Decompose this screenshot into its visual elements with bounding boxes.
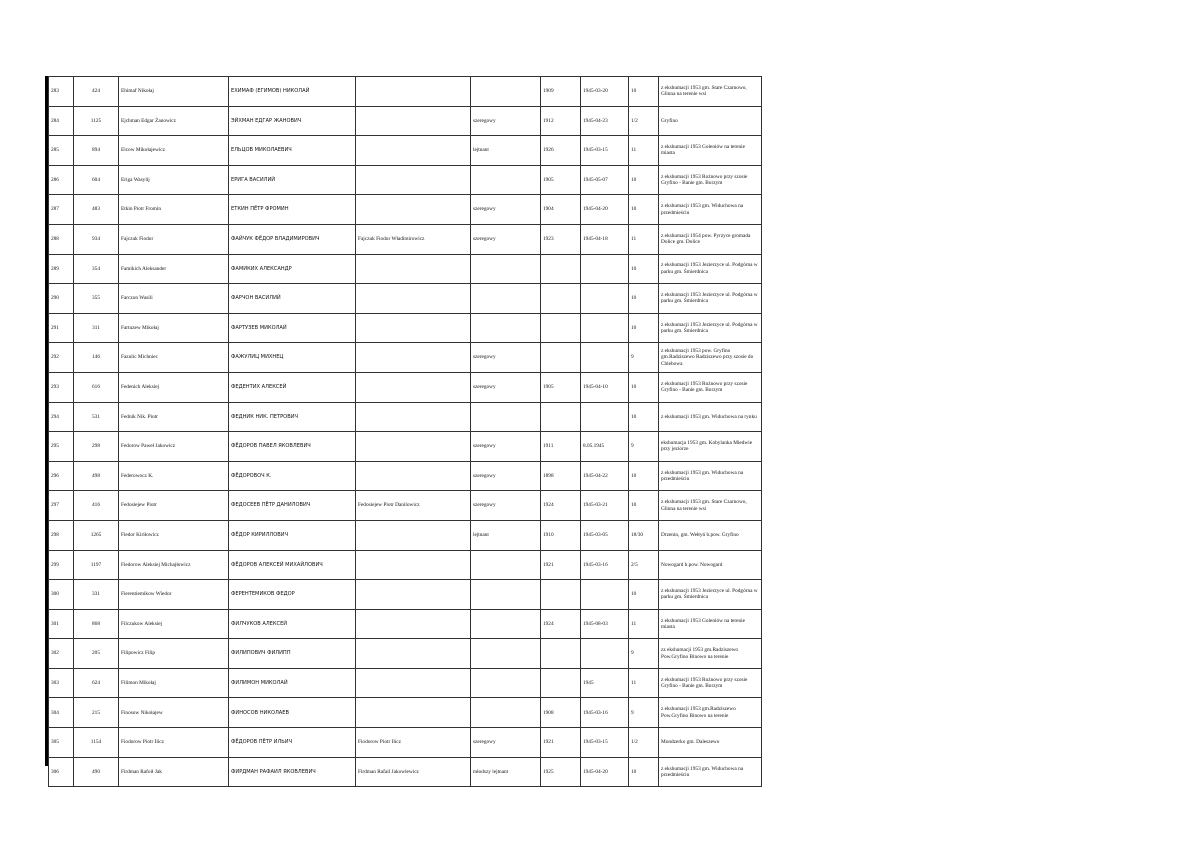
record-id-cell: 483 [74, 195, 119, 225]
burial-note-cell: z ekshumacji 1953 gm. Stare Czarnowo, Glinna na terenie wsi [659, 77, 762, 107]
rank-cell [471, 165, 541, 195]
burial-note-cell: z ekshumacji 1954 pow. Pyrzyce gromada Dolice gm. Dolice [659, 224, 762, 254]
record-id-cell: 894 [74, 136, 119, 166]
alternate-name-cell [356, 609, 471, 639]
alternate-name-cell: Fajczuk Fiodor Władimirowicz [356, 224, 471, 254]
name-polish-cell: Firdman Rafoił Jak [119, 757, 229, 787]
record-id-cell: 1125 [74, 106, 119, 136]
name-russian-cell: ФЕДЕНТИХ АЛЕКСЕЙ [229, 372, 356, 402]
row-number-cell: 304 [49, 698, 74, 728]
burial-note-cell: z ekshumacji 1953 Goleniów na terenie miasta [659, 136, 762, 166]
alternate-name-cell [356, 343, 471, 373]
name-russian-cell: ФЁДОРОВ ПАВЕЛ ЯКОВЛЕВИЧ [229, 432, 356, 462]
name-russian-cell: ФЁДОРОВ АЛЕКСЕЙ МИХАЙЛОВИЧ [229, 550, 356, 580]
birth-year-cell: 1909 [541, 77, 581, 107]
death-date-cell: 1945-04-18 [581, 224, 629, 254]
alternate-name-cell [356, 165, 471, 195]
name-polish-cell: Etkin Piotr Fromin [119, 195, 229, 225]
row-number-cell: 302 [49, 639, 74, 669]
row-number-cell: 284 [49, 106, 74, 136]
birth-year-cell: 1898 [541, 461, 581, 491]
birth-year-cell: 1905 [541, 372, 581, 402]
record-id-cell: 624 [74, 668, 119, 698]
death-date-cell [581, 639, 629, 669]
table-row [49, 106, 762, 136]
table-row [49, 461, 762, 491]
birth-year-cell: 1921 [541, 728, 581, 758]
table-row [49, 343, 762, 373]
grave-number-cell: 10 [629, 313, 659, 343]
name-russian-cell: ФИЛЧУКОВ АЛЕКСЕЙ [229, 609, 356, 639]
burial-note-cell: z ekshumacji 1953 Rożnowo przy szosie Gryfino - Banie gm. Borzym [659, 165, 762, 195]
rank-cell: szeregowy [471, 372, 541, 402]
row-number-cell: 289 [49, 254, 74, 284]
record-id-cell: 1265 [74, 520, 119, 550]
death-date-cell: 1945-08-03 [581, 609, 629, 639]
record-id-cell: 311 [74, 313, 119, 343]
grave-number-cell: 1/2 [629, 728, 659, 758]
grave-number-cell: 11 [629, 224, 659, 254]
name-russian-cell: ФЁДОР КИРИЛЛОВИЧ [229, 520, 356, 550]
birth-year-cell [541, 343, 581, 373]
grave-number-cell: 10 [629, 372, 659, 402]
rank-cell: szeregowy [471, 491, 541, 521]
alternate-name-cell: Firdman Rafail Jakowlewicz [356, 757, 471, 787]
alternate-name-cell [356, 284, 471, 314]
record-id-cell: 424 [74, 77, 119, 107]
death-date-cell: 1945-04-23 [581, 106, 629, 136]
alternate-name-cell [356, 402, 471, 432]
death-date-cell: 1945-04-22 [581, 461, 629, 491]
rank-cell: szeregowy [471, 106, 541, 136]
birth-year-cell [541, 639, 581, 669]
record-id-cell: 531 [74, 402, 119, 432]
rank-cell [471, 77, 541, 107]
table-row [49, 284, 762, 314]
burial-note-cell: Drzenin, gm. Wełtyń b.pow. Gryfino [659, 520, 762, 550]
grave-number-cell: 11 [629, 668, 659, 698]
rank-cell [471, 313, 541, 343]
record-id-cell: 490 [74, 757, 119, 787]
alternate-name-cell [356, 520, 471, 550]
row-number-cell: 283 [49, 77, 74, 107]
rank-cell [471, 698, 541, 728]
grave-number-cell: 10 [629, 580, 659, 610]
alternate-name-cell: Fedosiejew Piotr Danilowicz [356, 491, 471, 521]
grave-number-cell: 10 [629, 195, 659, 225]
death-date-cell: 1945-04-10 [581, 372, 629, 402]
row-number-cell: 293 [49, 372, 74, 402]
record-id-cell: 616 [74, 372, 119, 402]
name-polish-cell: Fartuzew Mikołaj [119, 313, 229, 343]
rank-cell: szeregowy [471, 432, 541, 462]
table-row [49, 136, 762, 166]
name-russian-cell: ФИЛИМОН МИКОЛАЙ [229, 668, 356, 698]
grave-number-cell: 10 [629, 165, 659, 195]
burial-note-cell: Nowogard b.pow. Nowogard [659, 550, 762, 580]
grave-number-cell: 9 [629, 432, 659, 462]
grave-number-cell: 10 [629, 461, 659, 491]
grave-number-cell: 11 [629, 136, 659, 166]
record-id-cell: 298 [74, 432, 119, 462]
rank-cell [471, 284, 541, 314]
table-row [49, 372, 762, 402]
birth-year-cell: 1908 [541, 698, 581, 728]
grave-number-cell: 10 [629, 757, 659, 787]
grave-number-cell: 1/2 [629, 106, 659, 136]
name-polish-cell: Fedosiejew Piotr [119, 491, 229, 521]
alternate-name-cell [356, 550, 471, 580]
record-id-cell: 215 [74, 698, 119, 728]
burial-note-cell: z ekshumacji 1953 gm. Widuchowa na rynku [659, 402, 762, 432]
rank-cell: szeregowy [471, 343, 541, 373]
death-date-cell: 1945-03-20 [581, 77, 629, 107]
death-date-cell: 1945-05-07 [581, 165, 629, 195]
name-polish-cell: Fierentiemikow Wiedor [119, 580, 229, 610]
burial-note-cell: z ekshumacji 1953 Rożnowo przy szosie Gryfino - Banie gm. Borzym [659, 668, 762, 698]
alternate-name-cell [356, 136, 471, 166]
table-row [49, 757, 762, 787]
table-row [49, 639, 762, 669]
rank-cell: młodszy lejtnant [471, 757, 541, 787]
alternate-name-cell [356, 195, 471, 225]
record-id-cell: 331 [74, 580, 119, 610]
name-polish-cell: Fazulic Michniec [119, 343, 229, 373]
burial-note-cell: zz ekshumacji 1953 gm.Radziszewo Pow.Gryfino Binowo na terenie [659, 639, 762, 669]
table-row [49, 668, 762, 698]
burial-note-cell: z ekshumacji 1953 gm.Radziszewo Pow.Gryfino Binowo na terenie [659, 698, 762, 728]
row-number-cell: 291 [49, 313, 74, 343]
name-russian-cell: ФИЛИПОВИЧ ФИЛИПП [229, 639, 356, 669]
rank-cell [471, 550, 541, 580]
name-polish-cell: Fedenich Aleksiej [119, 372, 229, 402]
name-polish-cell: Fiodorow Piotr Ilicz [119, 728, 229, 758]
birth-year-cell [541, 254, 581, 284]
table-row [49, 728, 762, 758]
burial-note-cell: z ekshumacji 1953 gm. Widuchowa na przedmieściu [659, 195, 762, 225]
table-row [49, 609, 762, 639]
death-date-cell [581, 343, 629, 373]
birth-year-cell: 1911 [541, 432, 581, 462]
record-id-cell: 604 [74, 165, 119, 195]
table-row [49, 77, 762, 107]
table-row [49, 432, 762, 462]
name-polish-cell: Filimon Mikołaj [119, 668, 229, 698]
death-date-cell: 1945-04-20 [581, 195, 629, 225]
row-number-cell: 298 [49, 520, 74, 550]
name-polish-cell: Famikich Aleksander [119, 254, 229, 284]
row-number-cell: 297 [49, 491, 74, 521]
name-polish-cell: Fednik Nik. Piotr [119, 402, 229, 432]
birth-year-cell [541, 313, 581, 343]
table-row [49, 550, 762, 580]
burial-note-cell: z ekshumacji 1953 Goleniów na terenie miasta [659, 609, 762, 639]
alternate-name-cell [356, 77, 471, 107]
death-date-cell: 1945-03-15 [581, 136, 629, 166]
rank-cell [471, 668, 541, 698]
record-id-cell: 355 [74, 284, 119, 314]
death-date-cell [581, 580, 629, 610]
name-russian-cell: ФЕДНИК НИК. ПЕТРОВИЧ [229, 402, 356, 432]
death-date-cell: 8.05.1945 [581, 432, 629, 462]
death-date-cell [581, 254, 629, 284]
name-russian-cell: ФЁДОРОВОЧ К. [229, 461, 356, 491]
grave-number-cell: 10 [629, 402, 659, 432]
grave-number-cell: 10 [629, 284, 659, 314]
birth-year-cell: 1912 [541, 106, 581, 136]
grave-number-cell: 9 [629, 343, 659, 373]
grave-number-cell: 2/5 [629, 550, 659, 580]
grave-number-cell: 9 [629, 698, 659, 728]
rank-cell [471, 402, 541, 432]
death-date-cell: 1945-04-20 [581, 757, 629, 787]
row-number-cell: 300 [49, 580, 74, 610]
alternate-name-cell [356, 698, 471, 728]
grave-number-cell: 10 [629, 254, 659, 284]
death-date-cell: 1945-03-05 [581, 520, 629, 550]
table-row [49, 165, 762, 195]
birth-year-cell [541, 284, 581, 314]
alternate-name-cell [356, 668, 471, 698]
name-polish-cell: Federowocz K. [119, 461, 229, 491]
death-date-cell: 1945 [581, 668, 629, 698]
alternate-name-cell [356, 313, 471, 343]
burial-note-cell: Mondzerko gm. Daleszewo [659, 728, 762, 758]
row-number-cell: 288 [49, 224, 74, 254]
birth-year-cell: 1921 [541, 550, 581, 580]
burial-note-cell: Gryfino [659, 106, 762, 136]
name-russian-cell: ФИРДМАН РАФАИЛ ЯКОВЛЕВИЧ [229, 757, 356, 787]
name-russian-cell: ЕТКИН ПЁТР ФРОМИН [229, 195, 356, 225]
birth-year-cell: 1924 [541, 491, 581, 521]
records-body [49, 77, 762, 787]
name-polish-cell: Finosow Nikołajew [119, 698, 229, 728]
row-number-cell: 305 [49, 728, 74, 758]
birth-year-cell: 1925 [541, 757, 581, 787]
death-date-cell [581, 313, 629, 343]
record-id-cell: 1197 [74, 550, 119, 580]
name-russian-cell: ЭЙХМАН ЕДГАР ЖАНОВИЧ [229, 106, 356, 136]
name-russian-cell: ФЕДОСЕЕВ ПЁТР ДАНИЛОВИЧ [229, 491, 356, 521]
rank-cell [471, 639, 541, 669]
record-id-cell: 354 [74, 254, 119, 284]
rank-cell [471, 580, 541, 610]
row-number-cell: 294 [49, 402, 74, 432]
burial-records-table [48, 76, 762, 787]
name-russian-cell: ФАРЧОН ВАСИЛИЙ [229, 284, 356, 314]
birth-year-cell [541, 668, 581, 698]
birth-year-cell: 1924 [541, 609, 581, 639]
death-date-cell: 1945-03-16 [581, 550, 629, 580]
burial-note-cell: z ekshumacji 1953 Rożnowo przy szosie Gryfino - Banie gm. Borzym [659, 372, 762, 402]
record-id-cell: 868 [74, 609, 119, 639]
alternate-name-cell [356, 461, 471, 491]
name-polish-cell: Ehimaf Nikołaj [119, 77, 229, 107]
grave-number-cell: 18/30 [629, 520, 659, 550]
name-polish-cell: Elcow Mikołajewicz [119, 136, 229, 166]
row-number-cell: 290 [49, 284, 74, 314]
record-id-cell: 498 [74, 461, 119, 491]
table-row [49, 402, 762, 432]
rank-cell [471, 254, 541, 284]
row-number-cell: 295 [49, 432, 74, 462]
name-russian-cell: ФАЖУЛИЦ МИХНЕЦ [229, 343, 356, 373]
grave-number-cell: 10 [629, 77, 659, 107]
death-date-cell [581, 402, 629, 432]
table-row [49, 195, 762, 225]
burial-note-cell: z ekshumacji 1953 Jezierzyce ul. Podgórna w parku gm. Śmierdnica [659, 284, 762, 314]
rank-cell: szeregowy [471, 461, 541, 491]
row-number-cell: 287 [49, 195, 74, 225]
name-russian-cell: ФАЙЧУК ФЁДОР ВЛАДИМИРОВИЧ [229, 224, 356, 254]
row-number-cell: 296 [49, 461, 74, 491]
table-row [49, 224, 762, 254]
rank-cell: szeregowy [471, 728, 541, 758]
name-russian-cell: ЕРИГА ВАСИЛИЙ [229, 165, 356, 195]
name-russian-cell: ЕЛЬЦОВ МИКОЛАЕВИЧ [229, 136, 356, 166]
name-polish-cell: Filczukow Aleksiej [119, 609, 229, 639]
burial-note-cell: z ekshumacji 1953 Jezierzyce ul. Podgórna w parku gm. Śmierdnica [659, 580, 762, 610]
name-russian-cell: ФЁДОРОВ ПЁТР ИЛЬИЧ [229, 728, 356, 758]
birth-year-cell [541, 580, 581, 610]
alternate-name-cell [356, 254, 471, 284]
rank-cell: lejtnant [471, 520, 541, 550]
table-row [49, 313, 762, 343]
alternate-name-cell [356, 580, 471, 610]
row-number-cell: 306 [49, 757, 74, 787]
row-number-cell: 286 [49, 165, 74, 195]
name-polish-cell: Fedorow Paweł Jakowicz [119, 432, 229, 462]
alternate-name-cell [356, 106, 471, 136]
table-row [49, 698, 762, 728]
burial-note-cell: z ekshumacji 1953 pow. Gryfino gm.Radziszewo Radziszewo przy szosie do Chlebowa [659, 343, 762, 373]
birth-year-cell [541, 402, 581, 432]
record-id-cell: 205 [74, 639, 119, 669]
table-row [49, 254, 762, 284]
alternate-name-cell: Fiodorow Piotr Ilicz [356, 728, 471, 758]
row-number-cell: 301 [49, 609, 74, 639]
birth-year-cell: 1923 [541, 224, 581, 254]
death-date-cell: 1945-03-15 [581, 728, 629, 758]
record-id-cell: 146 [74, 343, 119, 373]
grave-number-cell: 10 [629, 491, 659, 521]
name-polish-cell: Fajczuk Fiodor [119, 224, 229, 254]
name-russian-cell: ЕХИМАФ (ЕГИМОВ) НИКОЛАЙ [229, 77, 356, 107]
name-russian-cell: ФЕРЕНТЕМИКОВ ФЕДОР [229, 580, 356, 610]
grave-number-cell: 9 [629, 639, 659, 669]
rank-cell [471, 609, 541, 639]
row-number-cell: 292 [49, 343, 74, 373]
grave-number-cell: 11 [629, 609, 659, 639]
record-id-cell: 934 [74, 224, 119, 254]
table-row [49, 580, 762, 610]
death-date-cell: 1945-03-21 [581, 491, 629, 521]
table-row [49, 491, 762, 521]
birth-year-cell: 1910 [541, 520, 581, 550]
name-polish-cell: Fiedor Kiriłowicz [119, 520, 229, 550]
name-polish-cell: Eriga Wasylij [119, 165, 229, 195]
name-polish-cell: Filipowicz Filip [119, 639, 229, 669]
name-polish-cell: Ejchman Edgar Żanowicz [119, 106, 229, 136]
row-number-cell: 285 [49, 136, 74, 166]
row-number-cell: 303 [49, 668, 74, 698]
burial-note-cell: z ekshumacji 1953 Jezierzyce ul. Podgórna w parku gm. Śmierdnica [659, 254, 762, 284]
rank-cell: szeregowy [471, 195, 541, 225]
burial-note-cell: z ekshumacji 1953 Jezierzyce ul. Podgórna w parku gm. Śmierdnica [659, 313, 762, 343]
death-date-cell: 1945-03-16 [581, 698, 629, 728]
birth-year-cell: 1926 [541, 136, 581, 166]
name-polish-cell: Farczon Wasili [119, 284, 229, 314]
record-id-cell: 1154 [74, 728, 119, 758]
name-polish-cell: Fiedorow Aleksiej Michajłowicz [119, 550, 229, 580]
birth-year-cell: 1904 [541, 195, 581, 225]
row-number-cell: 299 [49, 550, 74, 580]
burial-note-cell: ekshumacja 1953 gm. Kobylanka Miedwie przy jeziorze [659, 432, 762, 462]
name-russian-cell: ФАРТУЗЕВ МИКОЛАЙ [229, 313, 356, 343]
name-russian-cell: ФАМИКИХ АЛЕКСАНДР [229, 254, 356, 284]
rank-cell: lejtnant [471, 136, 541, 166]
alternate-name-cell [356, 432, 471, 462]
burial-note-cell: z ekshumacji 1953 gm. Widuchowa na przedmieściu [659, 461, 762, 491]
birth-year-cell: 1905 [541, 165, 581, 195]
death-date-cell [581, 284, 629, 314]
alternate-name-cell [356, 372, 471, 402]
name-russian-cell: ФИНОСОВ НИКОЛАЕВ [229, 698, 356, 728]
burial-note-cell: z ekshumacji 1953 gm. Stare Czarnowo, Glinna na terenie wsi [659, 491, 762, 521]
table-row [49, 520, 762, 550]
burial-note-cell: z ekshumacji 1953 gm. Widuchowa na przedmieściu [659, 757, 762, 787]
alternate-name-cell [356, 639, 471, 669]
record-id-cell: 416 [74, 491, 119, 521]
rank-cell: szeregowy [471, 224, 541, 254]
